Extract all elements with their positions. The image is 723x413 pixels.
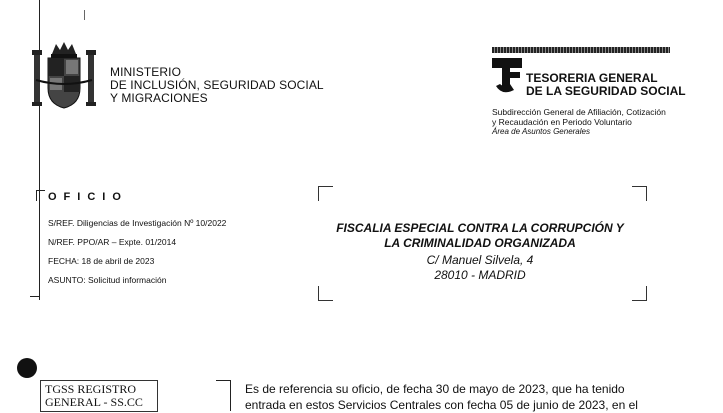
ministry-line-1: MINISTERIO bbox=[110, 65, 182, 79]
registry-stamp bbox=[40, 380, 158, 412]
window-corner-bottom-right bbox=[632, 286, 647, 301]
reference-block bbox=[48, 217, 226, 286]
punch-hole bbox=[17, 358, 37, 378]
ministry-line-3: Y MIGRACIONES bbox=[110, 91, 208, 105]
stamp-line-1: TGSS REGISTRO bbox=[45, 382, 137, 396]
sref-label: S/REF. bbox=[48, 218, 75, 228]
sref-value: Diligencias de Investigación Nº 10/2022 bbox=[76, 218, 227, 228]
body-text bbox=[245, 381, 715, 413]
asunto-value: Solicitud información bbox=[88, 275, 167, 285]
addressee-line-3: C/ Manuel Silvela, 4 bbox=[426, 253, 534, 267]
tgss-block bbox=[526, 72, 686, 98]
tgss-logo bbox=[492, 58, 522, 96]
tgss-title-line-1: TESORERIA GENERAL bbox=[526, 71, 658, 85]
body-line-1: Es de referencia su oficio, de fecha 30 de mayo de 2023, que ha tenido bbox=[245, 382, 625, 396]
addressee-line-4: 28010 - MADRID bbox=[434, 268, 526, 282]
stamp-line-2: GENERAL - SS.CC bbox=[45, 395, 143, 409]
addressee-line-1: FISCALIA ESPECIAL CONTRA LA CORRUPCIÓN Y bbox=[336, 221, 624, 235]
fecha-value: 18 de abril de 2023 bbox=[81, 256, 155, 266]
window-corner-top-left bbox=[318, 186, 333, 201]
tgss-subdirection bbox=[492, 107, 666, 137]
asunto-row bbox=[48, 274, 226, 286]
nref-row bbox=[48, 236, 226, 248]
tgss-area: Área de Asuntos Generales bbox=[492, 127, 590, 136]
nref-value: PPO/AR – Expte. 01/2014 bbox=[77, 237, 177, 247]
window-corner-top-right bbox=[632, 186, 647, 201]
ministry-line-2: DE INCLUSIÓN, SEGURIDAD SOCIAL bbox=[110, 78, 324, 92]
margin-line-top-tick bbox=[84, 10, 85, 20]
tgss-sub-line-1: Subdirección General de Afiliación, Cotización bbox=[492, 107, 666, 117]
fecha-row bbox=[48, 255, 226, 267]
body-line-2: entrada en estos Servicios Centrales con fecha 05 de junio de 2023, en el bbox=[245, 398, 638, 412]
nref-label: N/REF. bbox=[48, 237, 75, 247]
ministry-name bbox=[110, 66, 324, 105]
reference-bottom-tick bbox=[30, 296, 40, 297]
sref-row bbox=[48, 217, 226, 229]
body-bracket bbox=[216, 380, 231, 411]
asunto-label: ASUNTO: bbox=[48, 275, 86, 285]
oficio-heading: OFICIO bbox=[48, 191, 128, 203]
oficio-bracket bbox=[36, 190, 45, 201]
tgss-sub-line-2: y Recaudación en Periodo Voluntario bbox=[492, 117, 632, 127]
fecha-label: FECHA: bbox=[48, 256, 80, 266]
addressee-block bbox=[330, 221, 630, 283]
coat-of-arms-logo bbox=[30, 40, 98, 112]
tgss-title-line-2: DE LA SEGURIDAD SOCIAL bbox=[526, 84, 686, 98]
window-corner-bottom-left bbox=[318, 286, 333, 301]
tgss-header-bar bbox=[492, 47, 670, 53]
addressee-line-2: LA CRIMINALIDAD ORGANIZADA bbox=[384, 236, 576, 250]
